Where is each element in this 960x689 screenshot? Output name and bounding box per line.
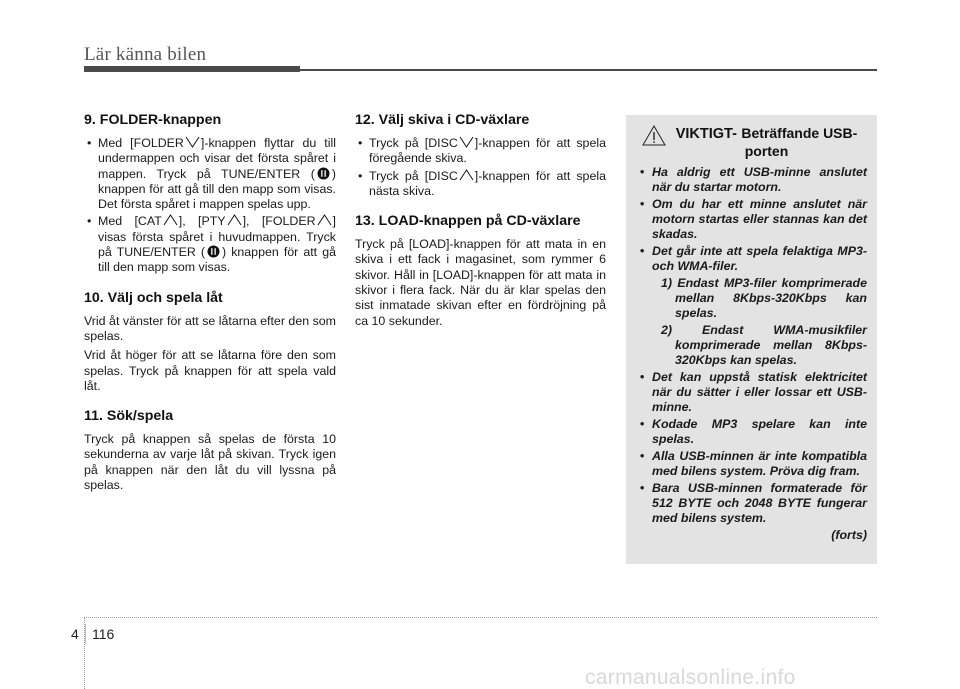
chevron-up-icon [226, 214, 243, 226]
disc-select-heading: 12. Välj skiva i CD-växlare [355, 112, 530, 128]
select-track-text-1: Vrid åt vänster för att se låtarna efter den som spelas. [84, 313, 336, 343]
chevron-up-icon [458, 169, 475, 181]
column-middle [355, 112, 606, 333]
list-item: • Tryck på [DISC ]-knappen för att spela föregående skiva. [355, 136, 606, 167]
footer-rule [84, 617, 877, 618]
page-number: 116 [92, 626, 115, 642]
continued-label: (forts) [831, 528, 867, 542]
chevron-down-icon [458, 136, 475, 148]
warning-item: • Det kan uppstå statisk elektricitet när du sätter i eller lossar ett USB-minne. [638, 370, 867, 415]
warning-item: • Det går inte att spela felaktiga MP3- och WMA-filer. [638, 244, 867, 274]
tune-knob-icon [317, 167, 330, 180]
warning-item: • Alla USB-minnen är inte kompatibla med bilens system. Pröva dig fram. [638, 449, 867, 479]
warning-item: • Kodade MP3 spelare kan inte spelas. [638, 417, 867, 447]
chapter-number: 4 [71, 626, 79, 642]
chevron-up-icon [162, 214, 179, 226]
search-play-text: Tryck på knappen så spelas de första 10 sekunderna av varje låt på skivan. Tryck igen på knappen när den låt du vill lyssna på spelas. [84, 432, 336, 493]
disc-list [355, 136, 606, 199]
warning-list [638, 165, 867, 274]
section-title: Lär känna bilen [84, 44, 207, 65]
watermark: carmanualsonline.info [585, 666, 796, 689]
folder-list [84, 136, 336, 276]
warning-subtitle: Beträffande USB- [741, 125, 858, 141]
usb-warning-box [626, 115, 877, 564]
search-play-heading: 11. Sök/spela [84, 408, 174, 425]
load-text: Tryck på [LOAD]-knappen för att mata in en skiva i ett fack i magasinet, som rymmer 6 skivor. Håll in [LOAD]-knappen för att mata in skivor i flera fack. När du är klar spelas den sist inmatade skivan efter en fördröjning på ca 10 sekunder. [355, 237, 606, 328]
tune-knob-icon [207, 245, 220, 258]
header-rule-thin [300, 69, 877, 71]
warning-item: • Om du har ett minne anslutet när motorn startas eller stannas kan det skadas. [638, 197, 867, 242]
select-track-heading: 10. Välj och spela låt [84, 289, 223, 306]
folder-heading: 9. FOLDER-knappen [84, 112, 222, 128]
warning-title: VIKTIGT- [675, 126, 737, 142]
chevron-up-icon [316, 214, 333, 226]
list-item: • Med [CAT ], [PTY ], [FOLDER ] visas första spåret i huvudmappen. Tryck på TUNE/ENTER ( ) knappen för att gå till den mapp som visas. [84, 214, 336, 275]
list-item: • Tryck på [DISC ]-knappen för att spela nästa skiva. [355, 169, 606, 200]
chevron-down-icon [184, 136, 201, 148]
select-track-text-2: Vrid åt höger för att se låtarna före den som spelas. Tryck på knappen för att spela vald låt. [84, 348, 336, 393]
warning-item: • Ha aldrig ett USB-minne anslutet när du startar motorn. [638, 165, 867, 195]
warning-subitem-wma: 2) Endast WMA-musikfiler komprimerade mellan 8Kbps-320Kbps kan spelas. [661, 323, 867, 367]
warning-list-2 [638, 370, 867, 526]
header-rule-thick [84, 66, 300, 72]
column-left [84, 112, 336, 497]
page-number-separator [85, 624, 86, 644]
warning-header [638, 125, 867, 159]
warning-subtitle-line2: porten [744, 143, 789, 159]
list-item: • Med [FOLDER ]-knappen flyttar du till undermappen och visar det första spåret i mappen. Tryck på TUNE/ENTER ( ) knappen för att gå till den mapp som visas. Det första spåret i mappen spelas upp. [84, 136, 336, 212]
load-heading: 13. LOAD-knappen på CD-växlare [355, 213, 581, 230]
warning-subitem-mp3: 1) Endast MP3-filer komprimerade mellan 8Kbps-320Kbps kan spelas. [661, 276, 867, 320]
warning-item: • Bara USB-minnen formaterade för 512 BYTE och 2048 BYTE fungerar med bilens system. [638, 481, 867, 526]
warning-triangle-icon [642, 125, 666, 146]
